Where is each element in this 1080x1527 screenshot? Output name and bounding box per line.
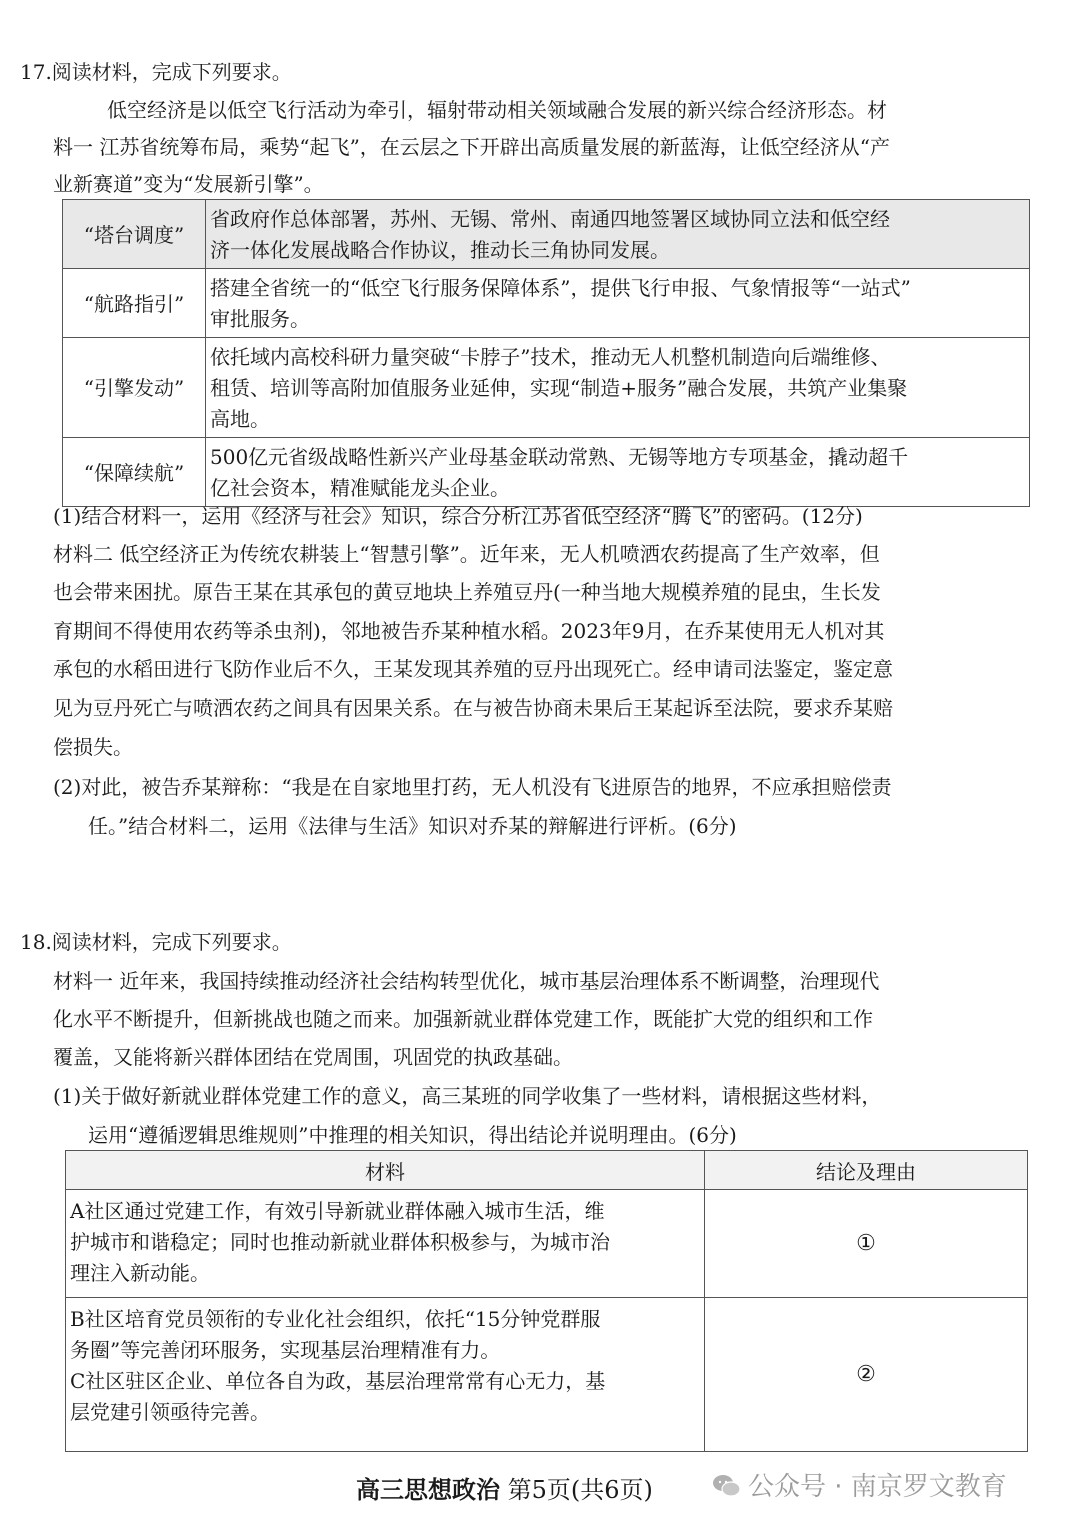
- q18-sub1-line: 运用“遵循逻辑思维规则”中推理的相关知识，得出结论并说明理由。(6分): [88, 1123, 737, 1147]
- answer-slot-1: ①: [705, 1190, 1028, 1298]
- footer-subject: 高三思想政治: [356, 1475, 500, 1504]
- table-row: [66, 1190, 1028, 1298]
- table-row: [63, 200, 1030, 269]
- q17-material-table: [62, 199, 1030, 507]
- wechat-icon: [712, 1473, 742, 1499]
- table-row: [63, 438, 1030, 507]
- page-footer: [356, 1470, 653, 1505]
- table-cell: A社区通过党建工作，有效引导新就业群体融入城市生活，维 护城市和谐稳定；同时也推动新就业群体积极参与，为城市治 理注入新动能。: [66, 1190, 705, 1298]
- table-cell: 省政府作总体部署，苏州、无锡、常州、南通四地签署区域协同立法和低空经 济一体化发展战略合作协议，推动长三角协同发展。: [206, 200, 1030, 269]
- q17-sub2-line: 任。”结合材料二，运用《法律与生活》知识对乔某的辩解进行评析。(6分): [88, 814, 737, 838]
- q18-material1-line: 覆盖，又能将新兴群体团结在党周围，巩固党的执政基础。: [53, 1045, 573, 1069]
- table-row: [66, 1298, 1028, 1452]
- q17-material2-line: 材料二 低空经济正为传统农耕装上“智慧引擎”。近年来，无人机喷洒农药提高了生产效率，但: [53, 542, 880, 566]
- table-key: “保障续航”: [63, 438, 206, 507]
- q17-sub2-line: (2)对此，被告乔某辩称：“我是在自家地里打药，无人机没有飞进原告的地界，不应承担赔偿责: [53, 775, 892, 799]
- q17-intro-line: 料一 江苏省统筹布局，乘势“起飞”，在云层之下开辟出高质量发展的新蓝海，让低空经济从“产: [53, 135, 891, 159]
- footer-page: 第5页(共6页): [507, 1476, 653, 1504]
- q17-material2-line: 见为豆丹死亡与喷洒农药之间具有因果关系。在与被告协商未果后王某起诉至法院，要求乔某赔: [53, 696, 893, 720]
- watermark: [712, 1466, 1007, 1503]
- q18-material1-line: 化水平不断提升，但新挑战也随之而来。加强新就业群体党建工作，既能扩大党的组织和工作: [53, 1007, 873, 1031]
- answer-slot-2: ②: [705, 1298, 1028, 1452]
- table-key: “航路指引”: [63, 269, 206, 338]
- table-header: 结论及理由: [705, 1151, 1028, 1190]
- q17-material2-line: 育期间不得使用农药等杀虫剂)，邻地被告乔某种植水稻。2023年9月，在乔某使用无人机对其: [53, 619, 885, 643]
- table-header: 材料: [66, 1151, 705, 1190]
- table-cell: 依托域内高校科研力量突破“卡脖子”技术，推动无人机整机制造向后端维修、 租赁、培训等高附加值服务业延伸，实现“制造+服务”融合发展，共筑产业集聚 高地。: [206, 338, 1030, 438]
- q17-material2-line: 偿损失。: [53, 735, 133, 759]
- table-header-row: [66, 1151, 1028, 1190]
- q17-sub1: (1)结合材料一，运用《经济与社会》知识，综合分析江苏省低空经济“腾飞”的密码。(12分): [53, 504, 863, 528]
- q18-material1-line: 材料一 近年来，我国持续推动经济社会结构转型优化，城市基层治理体系不断调整，治理现代: [53, 969, 880, 993]
- q17-intro-line: 低空经济是以低空飞行活动为牵引，辐射带动相关领域融合发展的新兴综合经济形态。材: [107, 98, 887, 122]
- table-row: [63, 269, 1030, 338]
- q18-sub1-line: (1)关于做好新就业群体党建工作的意义，高三某班的同学收集了一些材料，请根据这些材料，: [53, 1084, 882, 1108]
- table-cell: B社区培育党员领衔的专业化社会组织，依托“15分钟党群服 务圈”等完善闭环服务，实现基层治理精准有力。 C社区驻区企业、单位各自为政，基层治理常常有心无力，基 层党建引领亟待完善。: [66, 1298, 705, 1452]
- watermark-text: 公众号 · 南京罗文教育: [748, 1472, 1007, 1502]
- q17-title: 17.阅读材料，完成下列要求。: [20, 60, 292, 84]
- table-cell: 500亿元省级战略性新兴产业母基金联动常熟、无锡等地方专项基金，撬动超千 亿社会资本，精准赋能龙头企业。: [206, 438, 1030, 507]
- table-cell: 搭建全省统一的“低空飞行服务保障体系”，提供飞行申报、气象情报等“一站式” 审批服务。: [206, 269, 1030, 338]
- table-row: [63, 338, 1030, 438]
- q17-material2-line: 承包的水稻田进行飞防作业后不久，王某发现其养殖的豆丹出现死亡。经申请司法鉴定，鉴定意: [53, 657, 893, 681]
- q18-reasoning-table: [65, 1150, 1028, 1452]
- q17-material2-line: 也会带来困扰。原告王某在其承包的黄豆地块上养殖豆丹(一种当地大规模养殖的昆虫，生长发: [53, 580, 881, 604]
- q18-title: 18.阅读材料，完成下列要求。: [20, 930, 292, 954]
- table-key: “引擎发动”: [63, 338, 206, 438]
- q17-intro-line: 业新赛道”变为“发展新引擎”。: [53, 172, 324, 196]
- table-key: “塔台调度”: [63, 200, 206, 269]
